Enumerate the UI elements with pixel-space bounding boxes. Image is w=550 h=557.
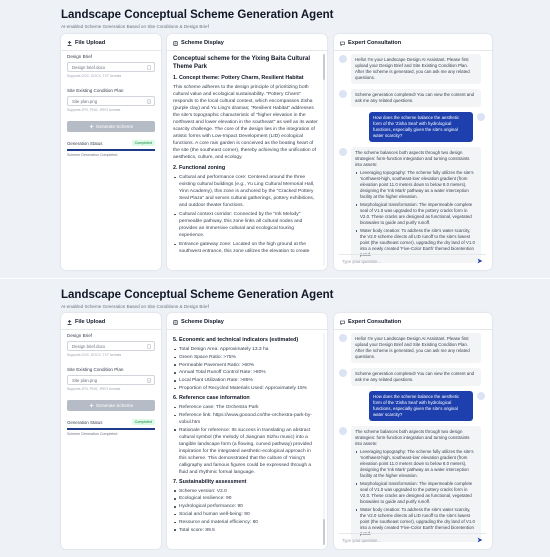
file-upload-panel — [61, 34, 161, 270]
scheme-document — [173, 334, 319, 536]
list-item: Local Plant Utilization Rate: >85% — [173, 377, 319, 384]
list-item: Morphological transformation: The impermeable complete seal of V1.0 was upgraded to the pottery cracks form in V2.0. These cracks are designed as functional, vegetated bioswales to guide and purify runoff. — [355, 481, 477, 505]
scrollbar[interactable] — [323, 54, 326, 266]
message-body — [351, 426, 481, 542]
expert-consultation-panel — [334, 313, 492, 549]
assistant-message — [339, 89, 485, 107]
message-text: The scheme balances both aspects through two design strategies: form-function integration and turning constraints into assets: — [355, 150, 470, 167]
panel-title: Expert Consultation — [348, 40, 402, 46]
design-brief-field[interactable] — [67, 341, 155, 351]
generate-scheme-label: Generate Scheme — [95, 403, 134, 408]
divider — [334, 50, 492, 51]
message-text: Scheme generation completed! You can view the content and ask me any related questions. — [351, 368, 481, 386]
user-message — [339, 391, 485, 421]
message-text: Scheme generation completed! You can view the content and ask me any related questions. — [351, 89, 481, 107]
divider — [61, 329, 161, 330]
list-item: Leveraging topography: The scheme fully utilizes the site's 'northwest-high, southeast-low' elevation gradient (from elevation point 11.0 meters down to below 8.0 meters), designing the 'Ink Mark' pathway as a water interception facility at the higher elevation. — [355, 170, 477, 200]
assistant-avatar — [339, 55, 347, 63]
divider — [167, 329, 327, 330]
paperclip-icon[interactable] — [147, 344, 151, 349]
chat-input[interactable] — [339, 254, 486, 265]
status-label: Generation Status — [67, 141, 103, 146]
chat-placeholder: Type your question... — [342, 538, 381, 543]
list-item: Leveraging topography: The scheme fully utilizes the site's 'northwest-high, southeast-low' elevation gradient (from elevation point 11.0 meters down to below 8.0 meters), designing the 'Ink Mark' pathway as a water interception facility at the higher elevation. — [355, 449, 477, 479]
answer-list — [355, 170, 477, 258]
panel-header — [173, 319, 224, 325]
assistant-message — [339, 426, 485, 542]
design-brief-hint: Supports DOC, DOCX, TXT formats — [67, 74, 122, 78]
site-plan-hint: Supports JPG, PNG, JPEG formats — [67, 387, 121, 391]
list-item: Morphological transformation: The impermeable complete seal of V1.0 was upgraded to the pottery cracks form in V2.0. These cracks are designed as functional, vegetated bioswales to guide and purify runoff. — [355, 202, 477, 226]
list-item: Total score: 89.5 — [173, 527, 319, 534]
chat-history — [339, 333, 485, 536]
status-message: Scheme Generation Completed — [67, 153, 118, 157]
section-body: This scheme adheres to the design principle of prioritizing both cultural value and ecological sustainability. "Pottery Charm" responds to the local cultural context, which encompasses Zisha (purple clay) and Yu Ling's dramas; "Resilient Habitat" addresses the site's topographic characteristic of "higher elevation in the northwest and lower elevation in the southeast" as well as its water scarcity challenge. The core of the design lies in the integration of artistic forms with Low-Impact Development (LID) ecological functions. A core rain garden is conceived as the beating heart of the site (the southeast corner), thereby achieving the unification of aesthetics, culture, and ecology. — [173, 85, 318, 160]
reference-link[interactable]: Reference link: https://www.gooood.cn/the-orchestra-park-by-vobul.htm — [173, 412, 319, 426]
user-message — [339, 112, 485, 142]
list-item: Ecological resilience: 90 — [173, 495, 319, 502]
scrollbar[interactable] — [323, 333, 326, 545]
app-title: Landscape Conceptual Scheme Generation Agent — [61, 9, 334, 21]
assistant-avatar — [339, 334, 347, 342]
chat-bubble-icon — [340, 41, 345, 46]
reference-list — [173, 404, 319, 476]
assistant-message — [339, 368, 485, 386]
status-label: Generation Status — [67, 420, 103, 425]
divider — [61, 50, 161, 51]
section-title: 7. Sustainability assessment — [173, 478, 247, 485]
panel-title: File Upload — [75, 40, 106, 46]
zoning-list — [173, 174, 319, 255]
document-icon — [173, 41, 178, 46]
list-item: Resource and material efficiency: 80 — [173, 519, 319, 526]
site-plan-label: Site Existing Condition Plan — [67, 88, 124, 93]
site-plan-hint: Supports JPG, PNG, JPEG formats — [67, 108, 121, 112]
status-message: Scheme Generation Completed — [67, 432, 118, 436]
panel-header — [340, 319, 401, 325]
panel-title: Scheme Display — [181, 40, 224, 46]
generate-scheme-button[interactable] — [67, 121, 155, 132]
section-title: 5. Economic and technical indicators (estimated) — [173, 337, 299, 343]
screenshot-top — [0, 0, 550, 278]
list-item: Cultural context corridor: Connected by the "Ink Melody" permeable pathway, this zone links all cultural nodes and provides an immersive cultural and ecological touring experience. — [173, 211, 319, 239]
progress-fill — [67, 149, 155, 151]
list-item: Water body creation: To address the site's water scarcity, the V2.0 scheme directs all LID runoff to the site's lowest point (the southeast corner), upgrading the dry land of V1.0 into a newly created 'Five-Color Earth' themed bioretention pond. — [355, 228, 477, 258]
message-body — [351, 147, 481, 263]
progress-bar — [67, 428, 155, 430]
user-avatar — [477, 113, 485, 121]
image-icon[interactable] — [147, 99, 151, 104]
scheme-document — [173, 55, 319, 257]
panel-header — [340, 40, 401, 46]
send-icon[interactable] — [477, 258, 483, 264]
screenshot-bottom — [0, 279, 550, 557]
chat-bubble-icon — [340, 320, 345, 325]
scheme-display-panel — [167, 313, 327, 549]
upload-icon — [67, 320, 72, 325]
assistant-avatar — [339, 148, 347, 156]
list-item: Scheme version: V2.0 — [173, 488, 319, 495]
assistant-message — [339, 333, 485, 363]
answer-list — [355, 449, 477, 537]
panel-title: Scheme Display — [181, 319, 224, 325]
sparkle-icon — [89, 124, 94, 129]
design-brief-field[interactable] — [67, 62, 155, 72]
divider — [167, 50, 327, 51]
chat-placeholder: Type your question... — [342, 259, 381, 264]
panel-title: Expert Consultation — [348, 319, 402, 325]
list-item: Social and human well-being: 90 — [173, 511, 319, 518]
assistant-message — [339, 147, 485, 263]
upload-icon — [67, 41, 72, 46]
list-item: Proportion of Recycled Materials Used: Approximately 15% — [173, 385, 319, 392]
panel-header — [173, 40, 224, 46]
design-brief-value: Design brief.docx — [72, 65, 106, 71]
scheme-display-panel — [167, 34, 327, 270]
panel-title: File Upload — [75, 319, 106, 325]
site-plan-value: Site plan.png — [72, 378, 98, 384]
panel-header — [67, 40, 105, 46]
list-item: Total Design Area: Approximately 13.3 ha — [173, 346, 319, 353]
progress-fill — [67, 428, 155, 430]
list-item: Annual Total Runoff Control Rate: >80% — [173, 369, 319, 376]
assistant-avatar — [339, 90, 347, 98]
progress-bar — [67, 149, 155, 151]
divider — [334, 329, 492, 330]
message-text: How does the scheme balance the aesthetic form of the 'Zisha Seal' with hydrological functions, especially given the site's original water scarcity? — [369, 112, 473, 142]
scheme-heading: Conceptual scheme for the Yixing Baita Cultural Theme Park — [173, 56, 311, 70]
indicator-list — [173, 346, 319, 392]
section-title: 2. Functional zoning — [173, 165, 226, 171]
list-item: Reference case: The Orchestra Park — [173, 404, 319, 411]
scrollbar-thumb[interactable] — [323, 519, 326, 545]
design-brief-label: Design Brief — [67, 333, 93, 338]
user-avatar — [477, 392, 485, 400]
generate-scheme-button[interactable] — [67, 400, 155, 411]
sparkle-icon — [89, 403, 94, 408]
app-subtitle: AI-enabled Scheme Generation Based on Site Conditions & Design Brief — [61, 304, 209, 309]
list-item: Entrance gateway zone: Located on the high ground at the southwest entrance, this zone utilizes the elevation to create — [173, 241, 319, 255]
file-upload-panel — [61, 313, 161, 549]
status-badge: Completed — [132, 140, 155, 146]
message-text: Hello! I'm your Landscape Design AI Assistant. Please first upload your Design Brief and Site Existing Condition Plan. After the scheme is generated, you can ask me any related questions. — [351, 333, 481, 363]
scrollbar-thumb[interactable] — [323, 54, 326, 80]
app-subtitle: AI-enabled Scheme Generation Based on Site Conditions & Design Brief — [61, 24, 209, 29]
chat-input[interactable] — [339, 533, 486, 544]
status-badge: Completed — [132, 419, 155, 425]
chat-history — [339, 54, 485, 257]
design-brief-hint: Supports DOC, DOCX, TXT formats — [67, 353, 122, 357]
expert-consultation-panel — [334, 34, 492, 270]
site-plan-field[interactable] — [67, 375, 155, 385]
list-item: Hydrological performance: 90 — [173, 503, 319, 510]
send-icon[interactable] — [477, 537, 483, 543]
list-item: Permeable Pavement Ratio: >60% — [173, 362, 319, 369]
message-text: Hello! I'm your Landscape Design AI Assistant. Please first upload your Design Brief and Site Existing Condition Plan. After the scheme is generated, you can ask me any related questions. — [351, 54, 481, 84]
status-row — [67, 140, 155, 148]
status-row — [67, 419, 155, 427]
message-text: The scheme balances both aspects through two design strategies: form-function integration and turning constraints into assets: — [355, 429, 470, 446]
assistant-avatar — [339, 369, 347, 377]
design-brief-value: Design brief.docx — [72, 344, 106, 350]
generate-scheme-label: Generate Scheme — [95, 124, 134, 129]
site-plan-label: Site Existing Condition Plan — [67, 367, 124, 372]
list-item: Rationale for reference: Its success in translating an abstract cultural symbol (the melody of Jiangnan Sizhu music) into a tangible landscape form (a flowing, curved pathway) provided inspiration for the integrated aesthetic-ecological approach in this scheme. This demonstrated that the culture of Yixing's calligraphy and famous figures could be expressed through a fluid and rhythmic formal language. — [173, 427, 319, 476]
list-item: Green Space Ratio: >75% — [173, 354, 319, 361]
site-plan-value: Site plan.png — [72, 99, 98, 105]
design-brief-label: Design Brief — [67, 54, 93, 59]
list-item: Water body creation: To address the site's water scarcity, the V2.0 scheme directs all LID runoff to the site's lowest point (the southeast corner), upgrading the dry land of V1.0 into a newly created 'Five-Color Earth' themed bioretention pond. — [355, 507, 477, 537]
assistant-avatar — [339, 427, 347, 435]
list-item: Cultural and performance core: Centered around the three existing cultural buildings (e.g., Yu Ling Cultural Memorial Hall, Yinn Academy), this zone is anchored by the "Cracked Pottery Seal Plaza" and serves cultural gatherings, pottery exhibitions, and outdoor theater functions. — [173, 174, 319, 209]
panel-header — [67, 319, 105, 325]
site-plan-field[interactable] — [67, 96, 155, 106]
paperclip-icon[interactable] — [147, 65, 151, 70]
assessment-list — [173, 488, 319, 534]
image-icon[interactable] — [147, 378, 151, 383]
section-title: 1. Concept theme: Pottery Charm, Resilient Habitat — [173, 75, 304, 81]
assistant-message — [339, 54, 485, 84]
document-icon — [173, 320, 178, 325]
section-title: 6. Reference case information — [173, 394, 250, 401]
app-title: Landscape Conceptual Scheme Generation Agent — [61, 289, 334, 301]
message-text: How does the scheme balance the aesthetic form of the 'Zisha Seal' with hydrological functions, especially given the site's original water scarcity? — [369, 391, 473, 421]
